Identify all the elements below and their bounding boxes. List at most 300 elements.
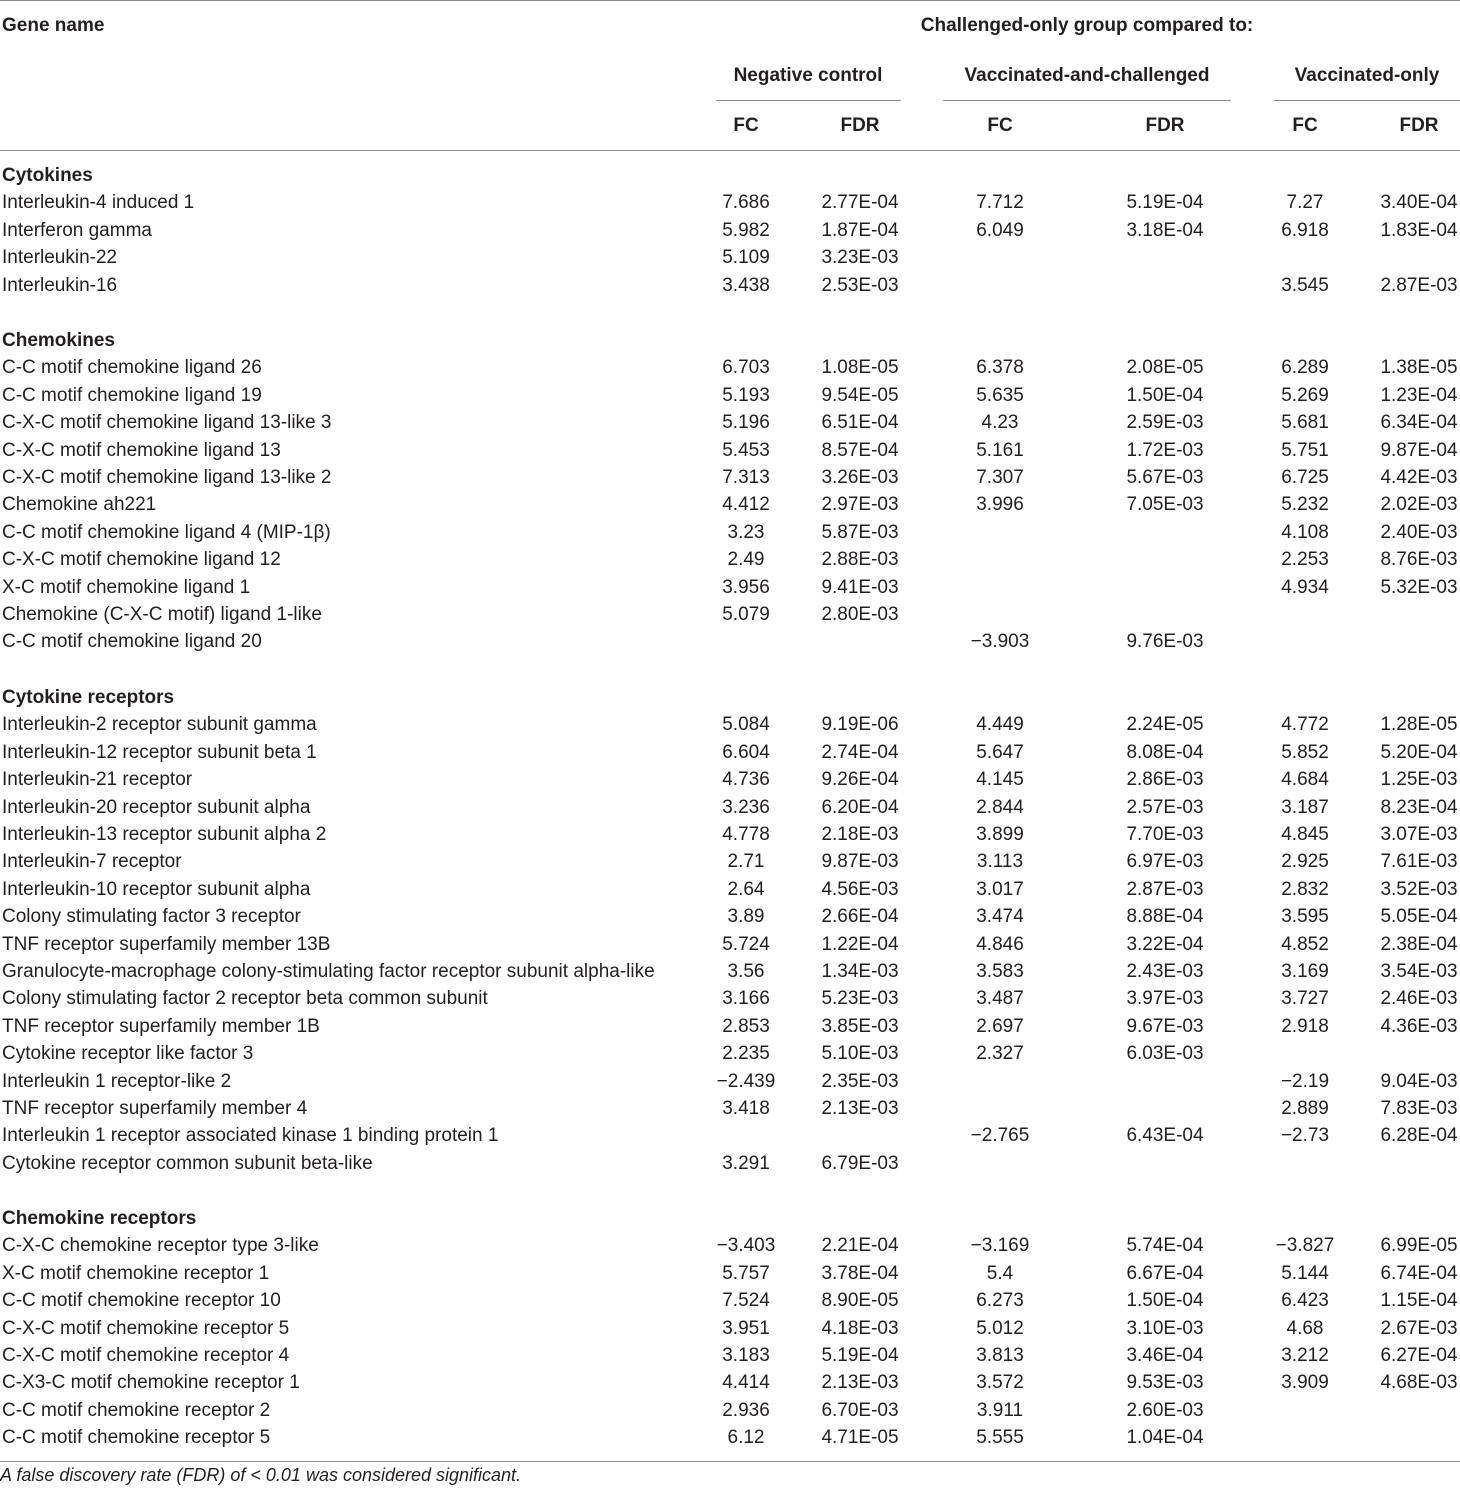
fc-cell: 3.727 [1281, 988, 1329, 1009]
fdr-cell: 2.87E-03 [1126, 879, 1204, 900]
fdr-cell: 4.42E-03 [1380, 467, 1458, 488]
fdr-cell: 9.67E-03 [1126, 1016, 1204, 1037]
column-header-fc: FC [987, 115, 1013, 136]
fc-cell: 3.183 [722, 1345, 770, 1366]
fdr-cell: 9.19E-06 [821, 714, 899, 735]
gene-name-cell: Cytokine receptor like factor 3 [2, 1043, 254, 1064]
fdr-cell: 6.97E-03 [1126, 851, 1204, 872]
fc-cell: 4.934 [1281, 577, 1329, 598]
fdr-cell: 2.59E-03 [1126, 412, 1204, 433]
gene-name-cell: C-C motif chemokine ligand 4 (MIP-1β) [2, 522, 331, 543]
fdr-cell: 2.97E-03 [821, 494, 899, 515]
fdr-cell: 9.41E-03 [821, 577, 899, 598]
table-row [0, 987, 1460, 1014]
fc-cell: 5.453 [722, 440, 770, 461]
fdr-cell: 5.05E-04 [1380, 906, 1458, 927]
fc-cell: 3.017 [976, 879, 1024, 900]
table-row [0, 933, 1460, 960]
fc-cell: 2.936 [722, 1400, 770, 1421]
gene-name-cell: C-C motif chemokine receptor 2 [2, 1400, 271, 1421]
fc-cell: 2.71 [727, 851, 765, 872]
fdr-cell: 4.36E-03 [1380, 1016, 1458, 1037]
fdr-cell: 2.67E-03 [1380, 1318, 1458, 1339]
fdr-cell: 7.61E-03 [1380, 851, 1458, 872]
fdr-cell: 8.23E-04 [1380, 797, 1458, 818]
fc-cell: 3.187 [1281, 797, 1329, 818]
fc-cell: 6.378 [976, 357, 1024, 378]
fc-cell: 6.049 [976, 220, 1024, 241]
table-row [0, 1371, 1460, 1398]
fdr-cell: 6.27E-04 [1380, 1345, 1458, 1366]
fc-cell: 3.813 [976, 1345, 1024, 1366]
table-row [0, 603, 1460, 630]
fdr-cell: 3.54E-03 [1380, 961, 1458, 982]
table-row [0, 1399, 1460, 1426]
gene-name-cell: C-X-C motif chemokine receptor 5 [2, 1318, 290, 1339]
fc-cell: 7.313 [722, 467, 770, 488]
fc-cell: 3.487 [976, 988, 1024, 1009]
fc-cell: −2.439 [716, 1071, 776, 1092]
fdr-cell: 2.21E-04 [821, 1235, 899, 1256]
fc-cell: 6.703 [722, 357, 770, 378]
table-row [0, 576, 1460, 603]
fc-cell: 2.49 [727, 549, 765, 570]
table-row [0, 1097, 1460, 1124]
fdr-cell: 1.72E-03 [1126, 440, 1204, 461]
gene-name-cell: Interleukin-13 receptor subunit alpha 2 [2, 824, 327, 845]
table-row [0, 850, 1460, 877]
fc-cell: 5.161 [976, 440, 1024, 461]
table-row [0, 878, 1460, 905]
fdr-cell: 5.32E-03 [1380, 577, 1458, 598]
fdr-cell: 1.25E-03 [1380, 769, 1458, 790]
table-row [0, 1124, 1460, 1151]
fdr-cell: 5.20E-04 [1380, 742, 1458, 763]
gene-name-cell: Interleukin-4 induced 1 [2, 192, 195, 213]
fc-cell: 5.084 [722, 714, 770, 735]
fc-cell: 4.778 [722, 824, 770, 845]
fc-cell: 3.909 [1281, 1372, 1329, 1393]
fc-cell: 5.635 [976, 385, 1024, 406]
fc-cell: 6.273 [976, 1290, 1024, 1311]
fc-cell: 2.327 [976, 1043, 1024, 1064]
gene-name-cell: C-C motif chemokine ligand 20 [2, 631, 262, 652]
gene-name-cell: Colony stimulating factor 3 receptor [2, 906, 301, 927]
fdr-cell: 5.67E-03 [1126, 467, 1204, 488]
table-row [0, 1015, 1460, 1042]
fc-cell: 5.232 [1281, 494, 1329, 515]
fc-cell: 6.725 [1281, 467, 1329, 488]
fc-cell: 5.555 [976, 1427, 1024, 1448]
gene-name-cell: C-X-C motif chemokine ligand 12 [2, 549, 281, 570]
fdr-cell: 6.28E-04 [1380, 1125, 1458, 1146]
group-rule-vaccinated-and-challenged [943, 100, 1231, 101]
gene-name-cell: TNF receptor superfamily member 1B [2, 1016, 320, 1037]
table-bottom-rule [0, 1461, 1460, 1462]
fdr-cell: 2.87E-03 [1380, 275, 1458, 296]
fdr-cell: 5.23E-03 [821, 988, 899, 1009]
gene-name-cell: Interleukin 1 receptor associated kinase 1 binding protein 1 [2, 1125, 499, 1146]
fc-cell: 5.757 [722, 1263, 770, 1284]
fc-cell: 3.23 [727, 522, 765, 543]
table-row [0, 1317, 1460, 1344]
fc-cell: 6.423 [1281, 1290, 1329, 1311]
fdr-cell: 6.74E-04 [1380, 1263, 1458, 1284]
fdr-cell: 1.04E-04 [1126, 1427, 1204, 1448]
fc-cell: 5.012 [976, 1318, 1024, 1339]
fdr-cell: 2.60E-03 [1126, 1400, 1204, 1421]
fdr-cell: 8.90E-05 [821, 1290, 899, 1311]
fc-cell: 7.712 [976, 192, 1024, 213]
table-row [0, 1426, 1460, 1453]
fdr-cell: 5.19E-04 [1126, 192, 1204, 213]
table-row [0, 630, 1460, 657]
gene-name-cell: C-X3-C motif chemokine receptor 1 [2, 1372, 300, 1393]
fc-cell: 3.236 [722, 797, 770, 818]
fc-cell: −3.169 [970, 1235, 1030, 1256]
fc-cell: 3.911 [976, 1400, 1024, 1421]
fdr-cell: 2.40E-03 [1380, 522, 1458, 543]
fdr-cell: 3.07E-03 [1380, 824, 1458, 845]
table-row [0, 1152, 1460, 1179]
fdr-cell: 1.50E-04 [1126, 385, 1204, 406]
fdr-cell: 5.74E-04 [1126, 1235, 1204, 1256]
gene-name-cell: C-C motif chemokine ligand 26 [2, 357, 262, 378]
fc-cell: 4.414 [722, 1372, 770, 1393]
fc-cell: 3.212 [1281, 1345, 1329, 1366]
fc-cell: 5.982 [722, 220, 770, 241]
fc-cell: 5.079 [722, 604, 770, 625]
table-row [0, 466, 1460, 493]
fdr-cell: 5.87E-03 [821, 522, 899, 543]
fdr-cell: 1.08E-05 [821, 357, 899, 378]
table-row [0, 1344, 1460, 1371]
fdr-cell: 8.08E-04 [1126, 742, 1204, 763]
fdr-cell: 7.70E-03 [1126, 824, 1204, 845]
fdr-cell: 4.68E-03 [1380, 1372, 1458, 1393]
fdr-cell: 6.34E-04 [1380, 412, 1458, 433]
table-row [0, 274, 1460, 301]
table-row [0, 713, 1460, 740]
table-row [0, 411, 1460, 438]
fc-cell: 5.724 [722, 934, 770, 955]
gene-name-cell: X-C motif chemokine receptor 1 [2, 1263, 270, 1284]
table-row [0, 246, 1460, 273]
fc-cell: 5.751 [1281, 440, 1329, 461]
fc-cell: 5.852 [1281, 742, 1329, 763]
fdr-cell: 2.88E-03 [821, 549, 899, 570]
fdr-cell: 1.23E-04 [1380, 385, 1458, 406]
fdr-cell: 1.34E-03 [821, 961, 899, 982]
fdr-cell: 2.74E-04 [821, 742, 899, 763]
fdr-cell: 2.77E-04 [821, 192, 899, 213]
fdr-cell: 2.38E-04 [1380, 934, 1458, 955]
fdr-cell: 9.53E-03 [1126, 1372, 1204, 1393]
section-heading: Chemokine receptors [2, 1208, 197, 1229]
fdr-cell: 6.67E-04 [1126, 1263, 1204, 1284]
fc-cell: 3.545 [1281, 275, 1329, 296]
fc-cell: 5.4 [986, 1263, 1014, 1284]
fdr-cell: 6.51E-04 [821, 412, 899, 433]
group-rule-negative-control [716, 100, 901, 101]
gene-name-cell: TNF receptor superfamily member 13B [2, 934, 331, 955]
fc-cell: 6.12 [727, 1427, 765, 1448]
fdr-cell: 3.40E-04 [1380, 192, 1458, 213]
fdr-cell: 1.87E-04 [821, 220, 899, 241]
table-row [0, 1262, 1460, 1289]
fc-cell: −2.73 [1280, 1125, 1330, 1146]
gene-name-cell: Chemokine ah221 [2, 494, 157, 515]
fc-cell: 5.196 [722, 412, 770, 433]
fc-cell: 4.736 [722, 769, 770, 790]
fc-cell: 5.681 [1281, 412, 1329, 433]
gene-name-cell: Interferon gamma [2, 220, 152, 241]
gene-name-cell: Chemokine (C-X-C motif) ligand 1-like [2, 604, 322, 625]
fdr-cell: 3.23E-03 [821, 247, 899, 268]
gene-name-cell: TNF receptor superfamily member 4 [2, 1098, 308, 1119]
fc-cell: 4.846 [976, 934, 1024, 955]
fdr-cell: 2.02E-03 [1380, 494, 1458, 515]
fdr-cell: 2.53E-03 [821, 275, 899, 296]
column-header-gene-name: Gene name [2, 15, 105, 36]
fdr-cell: 3.26E-03 [821, 467, 899, 488]
table-row [0, 493, 1460, 520]
fc-cell: 4.845 [1281, 824, 1329, 845]
table-row [0, 439, 1460, 466]
fc-cell: 3.595 [1281, 906, 1329, 927]
fdr-cell: 9.87E-03 [821, 851, 899, 872]
fc-cell: 3.166 [722, 988, 770, 1009]
table-row [0, 384, 1460, 411]
gene-name-cell: Granulocyte-macrophage colony-stimulating factor receptor subunit alpha-like [2, 961, 655, 982]
fdr-cell: 3.78E-04 [821, 1263, 899, 1284]
table-row [0, 741, 1460, 768]
column-header-fdr: FDR [1145, 115, 1185, 136]
fdr-cell: 7.05E-03 [1126, 494, 1204, 515]
fdr-cell: 6.20E-04 [821, 797, 899, 818]
table-row [0, 768, 1460, 795]
fdr-cell: 3.52E-03 [1380, 879, 1458, 900]
fdr-cell: 3.10E-03 [1126, 1318, 1204, 1339]
fdr-cell: 6.79E-03 [821, 1153, 899, 1174]
header-bottom-rule [0, 150, 1460, 151]
group-header-vaccinated-only: Vaccinated-only [1294, 65, 1440, 86]
fdr-cell: 9.76E-03 [1126, 631, 1204, 652]
fc-cell: 4.23 [981, 412, 1019, 433]
fc-cell: 3.956 [722, 577, 770, 598]
fc-cell: 2.918 [1281, 1016, 1329, 1037]
fc-cell: 2.889 [1281, 1098, 1329, 1119]
fc-cell: 2.925 [1281, 851, 1329, 872]
fc-cell: 3.996 [976, 494, 1024, 515]
fc-cell: 3.113 [976, 851, 1024, 872]
column-header-fdr: FDR [1399, 115, 1439, 136]
fdr-cell: 2.66E-04 [821, 906, 899, 927]
gene-name-cell: C-C motif chemokine receptor 5 [2, 1427, 271, 1448]
fdr-cell: 6.99E-05 [1380, 1235, 1458, 1256]
fdr-cell: 2.57E-03 [1126, 797, 1204, 818]
table-row [0, 191, 1460, 218]
fc-cell: 2.64 [727, 879, 765, 900]
fdr-cell: 9.04E-03 [1380, 1071, 1458, 1092]
fdr-cell: 2.13E-03 [821, 1372, 899, 1393]
fdr-cell: 2.35E-03 [821, 1071, 899, 1092]
group-header-negative-control: Negative control [733, 65, 883, 86]
table-row [0, 1070, 1460, 1097]
column-header-fc: FC [733, 115, 759, 136]
fc-cell: 7.307 [976, 467, 1024, 488]
fc-cell: 3.583 [976, 961, 1024, 982]
fc-cell: 5.269 [1281, 385, 1329, 406]
fdr-cell: 3.18E-04 [1126, 220, 1204, 241]
gene-name-cell: Interleukin-20 receptor subunit alpha [2, 797, 311, 818]
gene-name-cell: Interleukin-7 receptor [2, 851, 182, 872]
fc-cell: −3.827 [1275, 1235, 1335, 1256]
table-row [0, 1289, 1460, 1316]
fdr-cell: 2.13E-03 [821, 1098, 899, 1119]
fdr-cell: 3.85E-03 [821, 1016, 899, 1037]
fdr-cell: 9.54E-05 [821, 385, 899, 406]
fc-cell: 5.144 [1281, 1263, 1329, 1284]
fc-cell: 4.68 [1286, 1318, 1324, 1339]
fdr-cell: 3.46E-04 [1126, 1345, 1204, 1366]
table-row [0, 823, 1460, 850]
fdr-cell: 4.71E-05 [821, 1427, 899, 1448]
fdr-cell: 3.22E-04 [1126, 934, 1204, 955]
comparison-title: Challenged-only group compared to: [920, 15, 1254, 36]
fc-cell: 3.438 [722, 275, 770, 296]
fc-cell: 7.524 [722, 1290, 770, 1311]
fdr-cell: 9.26E-04 [821, 769, 899, 790]
gene-name-cell: C-X-C chemokine receptor type 3-like [2, 1235, 319, 1256]
fc-cell: −2.19 [1280, 1071, 1330, 1092]
gene-name-cell: Cytokine receptor common subunit beta-like [2, 1153, 373, 1174]
gene-name-cell: C-C motif chemokine receptor 10 [2, 1290, 281, 1311]
gene-name-cell: Interleukin-10 receptor subunit alpha [2, 879, 311, 900]
fdr-cell: 1.28E-05 [1380, 714, 1458, 735]
column-header-fc: FC [1292, 115, 1318, 136]
gene-name-cell: Interleukin-21 receptor [2, 769, 193, 790]
fc-cell: 7.686 [722, 192, 770, 213]
fdr-cell: 9.87E-04 [1380, 440, 1458, 461]
fc-cell: 4.684 [1281, 769, 1329, 790]
fdr-cell: 5.10E-03 [821, 1043, 899, 1064]
table-row [0, 960, 1460, 987]
fdr-cell: 2.24E-05 [1126, 714, 1204, 735]
table-row [0, 1042, 1460, 1069]
fc-cell: 5.647 [976, 742, 1024, 763]
fc-cell: 6.918 [1281, 220, 1329, 241]
fc-cell: 3.56 [727, 961, 765, 982]
fdr-cell: 1.50E-04 [1126, 1290, 1204, 1311]
fc-cell: 7.27 [1286, 192, 1324, 213]
fdr-cell: 6.70E-03 [821, 1400, 899, 1421]
table-row [0, 521, 1460, 548]
fc-cell: 3.572 [976, 1372, 1024, 1393]
fdr-cell: 2.86E-03 [1126, 769, 1204, 790]
fc-cell: 3.418 [722, 1098, 770, 1119]
fdr-cell: 2.80E-03 [821, 604, 899, 625]
fdr-cell: 1.38E-05 [1380, 357, 1458, 378]
fdr-cell: 5.19E-04 [821, 1345, 899, 1366]
table-row [0, 548, 1460, 575]
fc-cell: 3.291 [722, 1153, 770, 1174]
fc-cell: 6.604 [722, 742, 770, 763]
fdr-cell: 1.83E-04 [1380, 220, 1458, 241]
gene-name-cell: Interleukin-2 receptor subunit gamma [2, 714, 317, 735]
fc-cell: 5.193 [722, 385, 770, 406]
gene-name-cell: Interleukin-22 [2, 247, 118, 268]
fc-cell: 4.145 [976, 769, 1024, 790]
fdr-cell: 8.57E-04 [821, 440, 899, 461]
fdr-cell: 2.46E-03 [1380, 988, 1458, 1009]
fc-cell: 2.844 [976, 797, 1024, 818]
fc-cell: 2.853 [722, 1016, 770, 1037]
fc-cell: 3.899 [976, 824, 1024, 845]
fc-cell: 4.108 [1281, 522, 1329, 543]
gene-name-cell: C-X-C motif chemokine ligand 13-like 2 [2, 467, 332, 488]
fc-cell: 2.832 [1281, 879, 1329, 900]
table-row [0, 796, 1460, 823]
section-heading: Cytokines [2, 165, 93, 186]
column-header-fdr: FDR [840, 115, 880, 136]
fc-cell: 4.772 [1281, 714, 1329, 735]
table-footnote: A false discovery rate (FDR) of < 0.01 was considered significant. [0, 1465, 522, 1485]
fc-cell: 2.253 [1281, 549, 1329, 570]
gene-name-cell: C-C motif chemokine ligand 19 [2, 385, 262, 406]
fdr-cell: 6.43E-04 [1126, 1125, 1204, 1146]
fdr-cell: 2.18E-03 [821, 824, 899, 845]
table-row [0, 219, 1460, 246]
fdr-cell: 1.22E-04 [821, 934, 899, 955]
table-row [0, 1234, 1460, 1261]
fdr-cell: 4.56E-03 [821, 879, 899, 900]
gene-name-cell: C-X-C motif chemokine receptor 4 [2, 1345, 290, 1366]
fc-cell: 2.697 [976, 1016, 1024, 1037]
fc-cell: 4.449 [976, 714, 1024, 735]
fdr-cell: 1.15E-04 [1380, 1290, 1458, 1311]
fc-cell: 3.169 [1281, 961, 1329, 982]
fdr-cell: 7.83E-03 [1380, 1098, 1458, 1119]
fc-cell: 5.109 [722, 247, 770, 268]
fc-cell: 4.412 [722, 494, 770, 515]
fc-cell: 3.951 [722, 1318, 770, 1339]
fc-cell: 3.474 [976, 906, 1024, 927]
fdr-cell: 6.03E-03 [1126, 1043, 1204, 1064]
gene-name-cell: C-X-C motif chemokine ligand 13-like 3 [2, 412, 332, 433]
gene-name-cell: Colony stimulating factor 2 receptor beta common subunit [2, 988, 488, 1009]
table-top-rule [0, 0, 1460, 1]
fc-cell: 6.289 [1281, 357, 1329, 378]
fdr-cell: 3.97E-03 [1126, 988, 1204, 1009]
fc-cell: −2.765 [970, 1125, 1030, 1146]
table-row [0, 905, 1460, 932]
gene-name-cell: Interleukin-16 [2, 275, 118, 296]
group-rule-vaccinated-only [1274, 100, 1460, 101]
fdr-cell: 4.18E-03 [821, 1318, 899, 1339]
gene-name-cell: Interleukin-12 receptor subunit beta 1 [2, 742, 317, 763]
fc-cell: −3.903 [970, 631, 1030, 652]
gene-name-cell: Interleukin 1 receptor-like 2 [2, 1071, 232, 1092]
fdr-cell: 8.88E-04 [1126, 906, 1204, 927]
gene-name-cell: X-C motif chemokine ligand 1 [2, 577, 251, 598]
gene-name-cell: C-X-C motif chemokine ligand 13 [2, 440, 281, 461]
fdr-cell: 8.76E-03 [1380, 549, 1458, 570]
section-heading: Cytokine receptors [2, 687, 175, 708]
group-header-vaccinated-and-challenged: Vaccinated-and-challenged [964, 65, 1210, 86]
table-row [0, 356, 1460, 383]
section-heading: Chemokines [2, 330, 115, 351]
